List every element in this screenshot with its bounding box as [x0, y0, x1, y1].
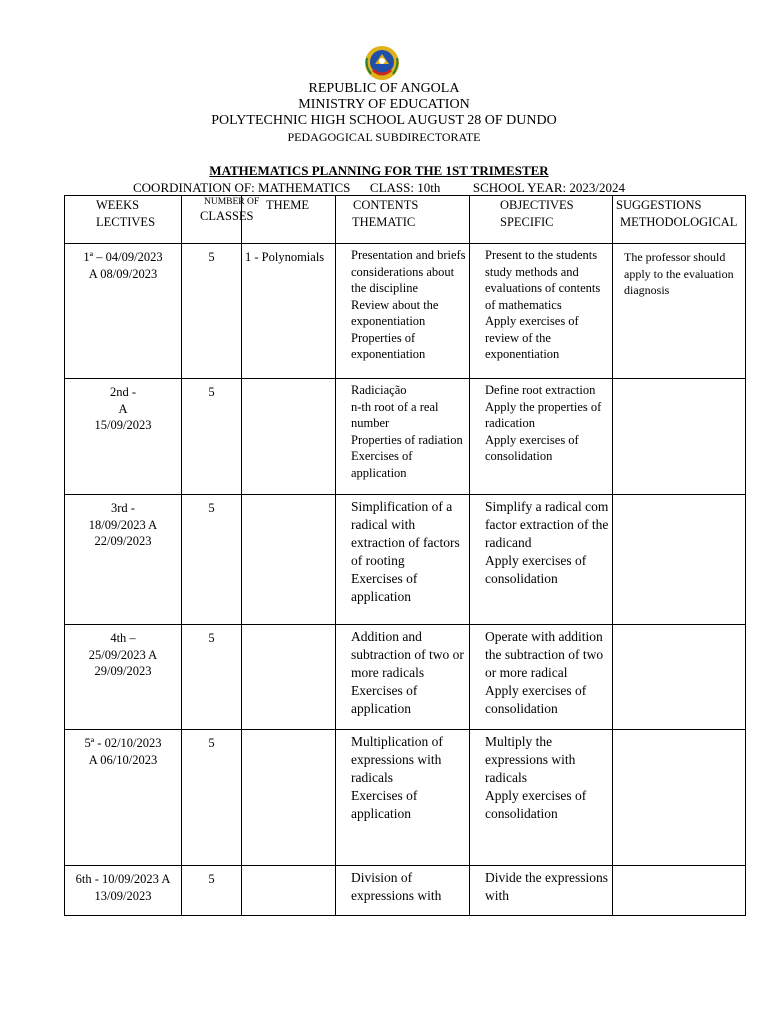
content-item	[337, 448, 469, 481]
content-text: Simplification of a radical with extraction of factors of rooting	[351, 499, 460, 568]
objective-item	[471, 787, 612, 823]
suggestion-cell	[613, 730, 746, 866]
table-header-row	[65, 196, 746, 244]
week-line: 4th –	[110, 631, 136, 645]
table-row	[65, 730, 746, 866]
content-text: Division of expressions with	[351, 870, 442, 903]
header-subdirectorate: PEDAGOGICAL SUBDIRECTORATE	[287, 130, 481, 144]
content-item	[337, 628, 469, 682]
theme-cell	[242, 625, 336, 730]
objective-item	[471, 869, 612, 905]
table-row	[65, 866, 746, 916]
content-cell	[336, 495, 470, 625]
header-weeks-line2: LECTIVES	[96, 214, 156, 229]
header-contents	[336, 196, 470, 244]
table-row	[65, 244, 746, 379]
week-line: 29/09/2023	[94, 664, 152, 678]
content-item	[337, 733, 469, 787]
content-item	[337, 432, 469, 449]
header-ministry: MINISTRY OF EDUCATION	[298, 97, 470, 112]
objective-item	[471, 432, 612, 465]
objective-text: Apply exercises of review of the exponentiation	[485, 314, 579, 361]
classes-count: 5	[182, 625, 242, 730]
header-school: POLYTECHNIC HIGH SCHOOL AUGUST 28 OF DUNDO	[211, 113, 557, 128]
content-text: Exercises of application	[351, 571, 418, 604]
week-line: 2nd -	[109, 385, 137, 399]
week-cell	[65, 244, 182, 379]
header-objectives-line1: OBJECTIVES	[500, 198, 574, 212]
suggestion-cell	[613, 625, 746, 730]
objective-text: Apply exercises of consolidation	[485, 432, 579, 463]
content-text: Presentation and briefs considerations about the discipline	[351, 248, 466, 295]
header-republic: REPUBLIC OF ANGOLA	[308, 81, 460, 96]
objective-text: Present to the students study methods and evaluations of contents of mathematics	[485, 248, 601, 312]
objective-cell	[470, 730, 613, 866]
content-item	[337, 498, 469, 570]
objective-text: Apply exercises of consolidation	[485, 553, 587, 586]
angola-emblem-icon	[363, 44, 401, 82]
header-objectives	[470, 196, 613, 244]
week-line: 6th - 10/09/2023 A	[75, 872, 171, 886]
content-item	[337, 570, 469, 606]
objective-item	[471, 552, 612, 588]
objective-text: Operate with addition the subtraction of two or more radical	[485, 629, 604, 680]
header-weeks-line1: WEEKS	[96, 198, 140, 212]
content-item	[337, 247, 469, 297]
objective-text: Define root extraction	[485, 383, 596, 397]
week-line: 25/09/2023 A	[88, 647, 158, 662]
theme-cell: 1 - Polynomials	[242, 244, 336, 379]
content-item	[337, 682, 469, 718]
header-contents-line2: THEMATIC	[352, 214, 416, 229]
header-number-line2: CLASSES	[200, 209, 254, 223]
objective-text: Simplify a radical com factor extraction of the radicand	[485, 499, 609, 550]
objective-cell	[470, 379, 613, 495]
objective-cell	[470, 866, 613, 916]
planning-table	[64, 195, 746, 916]
content-item	[337, 399, 469, 432]
week-line: 3rd -	[111, 501, 135, 515]
header-suggestions-line2: METHODOLOGICAL	[620, 214, 738, 229]
classes-count: 5	[182, 244, 242, 379]
content-item	[337, 330, 469, 363]
week-line: 5ª - 02/10/2023	[84, 736, 162, 750]
objective-cell	[470, 244, 613, 379]
header-number-line1: NUMBER OF	[204, 197, 260, 207]
header-suggestions-line1: SUGGESTIONS	[616, 198, 702, 212]
content-text: Addition and subtraction of two or more radicals	[351, 629, 464, 680]
header-theme-line1: THEME	[266, 198, 310, 212]
objective-item	[471, 733, 612, 787]
objective-text: Multiply the expressions with radicals	[485, 734, 576, 785]
week-line: A 06/10/2023	[88, 752, 158, 767]
content-item	[337, 869, 469, 905]
content-text: Properties of radiation	[351, 432, 463, 447]
coordination-line: COORDINATION OF: MATHEMATICS CLASS: 10th SCHOOL YEAR: 2023/2024	[133, 180, 625, 195]
week-cell	[65, 625, 182, 730]
objective-item	[471, 498, 612, 552]
week-line: 22/09/2023	[94, 534, 152, 548]
week-line: A	[118, 401, 128, 416]
theme-cell	[242, 495, 336, 625]
content-cell	[336, 866, 470, 916]
objective-cell	[470, 625, 613, 730]
suggestion-cell	[613, 379, 746, 495]
content-text: Multiplication of expressions with radicals	[351, 734, 443, 785]
week-line: A 08/09/2023	[88, 266, 158, 281]
content-text: Properties of exponentiation	[351, 330, 426, 361]
content-item	[337, 297, 469, 330]
objective-cell	[470, 495, 613, 625]
suggestion-cell: The professor should apply to the evaluation diagnosis	[613, 244, 746, 379]
week-cell	[65, 379, 182, 495]
suggestion-cell	[613, 866, 746, 916]
content-text: Exercises of application	[351, 683, 418, 716]
objective-item	[471, 399, 612, 432]
theme-cell	[242, 866, 336, 916]
week-cell	[65, 730, 182, 866]
content-text: Exercises of application	[351, 788, 418, 821]
objective-item	[471, 382, 612, 399]
content-cell	[336, 730, 470, 866]
content-cell	[336, 379, 470, 495]
content-cell	[336, 244, 470, 379]
week-line: 15/09/2023	[94, 418, 152, 432]
header-objectives-line2: SPECIFIC	[500, 214, 554, 229]
header-suggestions	[613, 196, 746, 244]
classes-count: 5	[182, 730, 242, 866]
classes-count: 5	[182, 379, 242, 495]
document-title: MATHEMATICS PLANNING FOR THE 1ST TRIMESTER	[209, 163, 549, 178]
table-row	[65, 495, 746, 625]
theme-cell	[242, 730, 336, 866]
content-text: Exercises of application	[351, 449, 413, 480]
objective-item	[471, 682, 612, 718]
objective-item	[471, 247, 612, 313]
header-weeks	[65, 196, 182, 244]
objective-text: Apply exercises of consolidation	[485, 788, 587, 821]
theme-cell	[242, 379, 336, 495]
classes-count: 5	[182, 866, 242, 916]
objective-item	[471, 313, 612, 363]
objective-text: Divide the expressions with	[485, 870, 608, 903]
content-item	[337, 787, 469, 823]
header-number	[182, 196, 260, 244]
content-cell	[336, 625, 470, 730]
header-contents-line1: CONTENTS	[353, 198, 419, 212]
suggestion-cell	[613, 495, 746, 625]
week-cell	[65, 866, 182, 916]
week-cell	[65, 495, 182, 625]
content-text: n-th root of a real number	[351, 399, 439, 430]
content-text: Review about the exponentiation	[351, 297, 439, 328]
content-text: Radiciação	[351, 383, 407, 397]
week-line: 1ª – 04/09/2023	[83, 250, 163, 264]
table-row	[65, 625, 746, 730]
week-line: 13/09/2023	[94, 888, 152, 903]
content-item	[337, 382, 469, 399]
week-line: 18/09/2023 A	[88, 517, 158, 532]
classes-count: 5	[182, 495, 242, 625]
objective-text: Apply exercises of consolidation	[485, 683, 587, 716]
objective-item	[471, 628, 612, 682]
table-row	[65, 379, 746, 495]
objective-text: Apply the properties of radication	[485, 399, 602, 430]
